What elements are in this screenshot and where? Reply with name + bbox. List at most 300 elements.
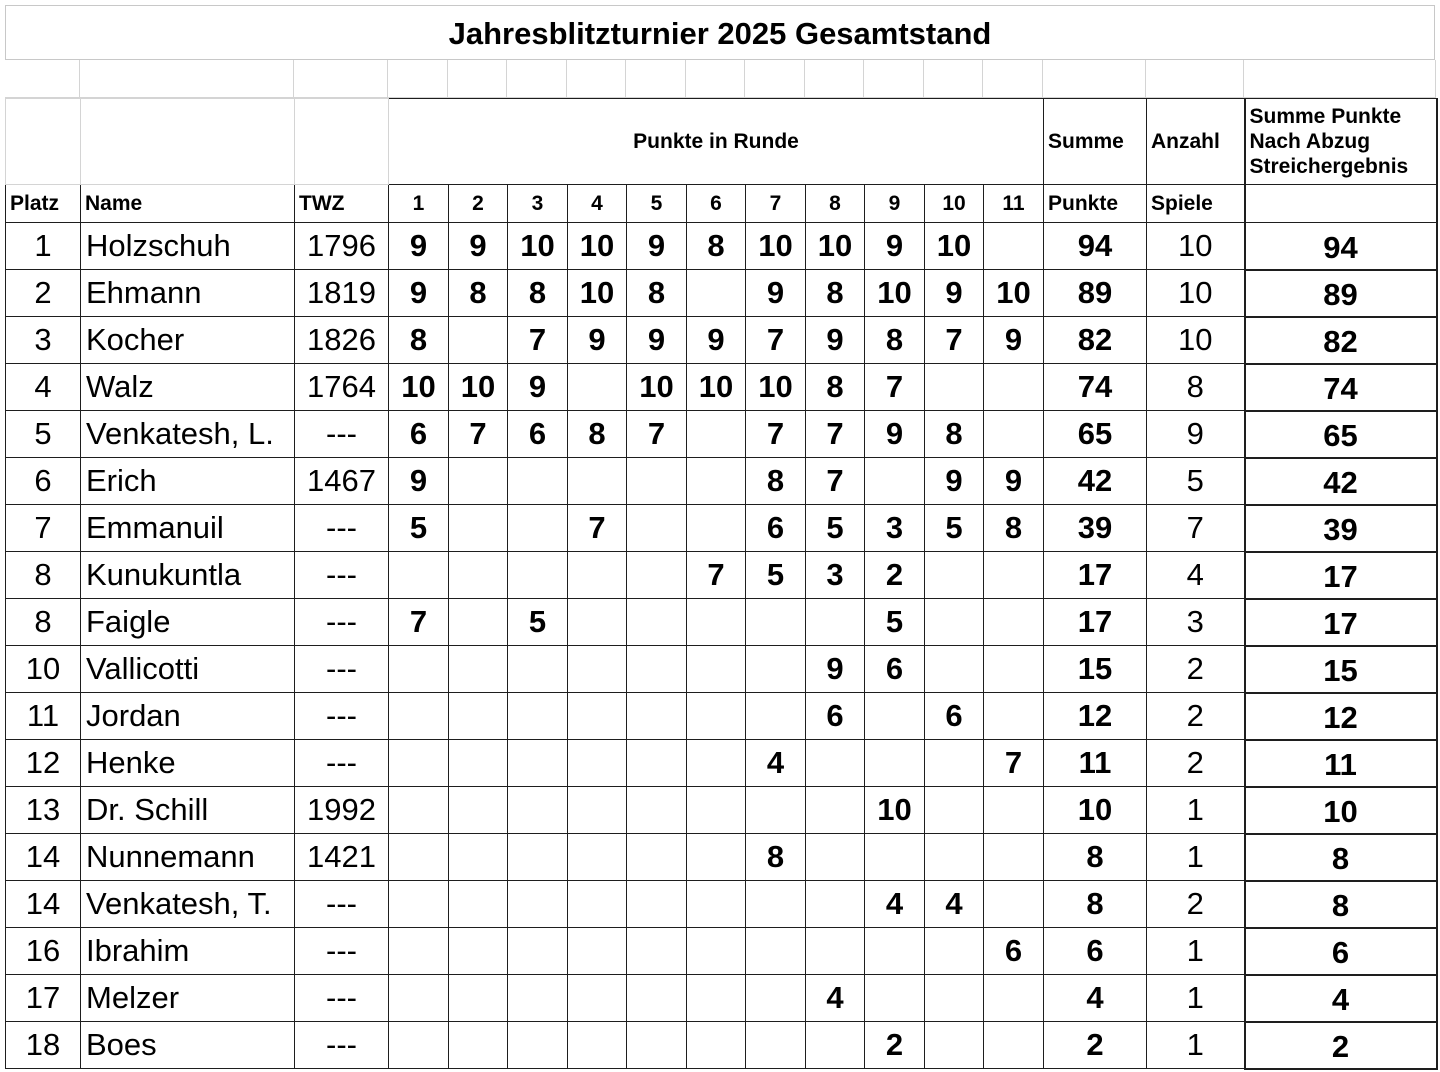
platz-cell: 8 <box>6 599 81 646</box>
round-8-cell: 8 <box>806 364 865 411</box>
round-7-cell <box>746 928 806 975</box>
round-5-cell <box>627 881 687 928</box>
round-6-cell <box>687 599 746 646</box>
twz-header: TWZ <box>295 185 389 223</box>
round-2-cell <box>449 975 508 1022</box>
name-cell: Henke <box>81 740 295 787</box>
round-6-cell <box>687 881 746 928</box>
round-9-cell <box>865 458 925 505</box>
round-6-cell <box>687 693 746 740</box>
twz-cell: --- <box>295 975 389 1022</box>
empty-grid-row <box>5 60 1436 98</box>
round-11-cell: 10 <box>984 270 1044 317</box>
round-7-cell <box>746 693 806 740</box>
table-row <box>6 740 1437 787</box>
round-9-cell <box>865 693 925 740</box>
summe-sub-header: Punkte <box>1044 185 1147 223</box>
round-header-6: 6 <box>687 185 746 223</box>
round-2-cell: 7 <box>449 411 508 458</box>
round-2-cell <box>449 458 508 505</box>
final-score-header-label: Summe Punkte Nach Abzug Streichergebnis <box>1249 105 1409 178</box>
platz-cell: 8 <box>6 552 81 599</box>
round-7-cell <box>746 881 806 928</box>
round-10-cell <box>925 552 984 599</box>
round-8-cell: 3 <box>806 552 865 599</box>
round-6-cell <box>687 928 746 975</box>
round-1-cell <box>389 928 449 975</box>
round-1-cell: 8 <box>389 317 449 364</box>
round-10-cell <box>925 928 984 975</box>
round-11-cell <box>984 223 1044 270</box>
round-4-cell: 7 <box>568 505 627 552</box>
round-5-cell: 9 <box>627 223 687 270</box>
round-6-cell: 7 <box>687 552 746 599</box>
final-score-cell: 10 <box>1245 787 1437 834</box>
anzahl-header: Anzahl <box>1147 99 1245 185</box>
table-row <box>6 975 1437 1022</box>
round-6-cell <box>687 411 746 458</box>
round-4-cell <box>568 693 627 740</box>
round-11-cell: 9 <box>984 458 1044 505</box>
name-cell: Kocher <box>81 317 295 364</box>
round-6-cell <box>687 458 746 505</box>
name-cell: Vallicotti <box>81 646 295 693</box>
summe-cell: 15 <box>1044 646 1147 693</box>
round-3-cell <box>508 1022 568 1069</box>
table-row <box>6 834 1437 881</box>
summe-cell: 17 <box>1044 599 1147 646</box>
anzahl-cell: 8 <box>1147 364 1245 411</box>
round-4-cell: 10 <box>568 270 627 317</box>
name-cell: Melzer <box>81 975 295 1022</box>
round-5-cell <box>627 1022 687 1069</box>
anzahl-cell: 1 <box>1147 834 1245 881</box>
round-5-cell <box>627 975 687 1022</box>
anzahl-cell: 10 <box>1147 223 1245 270</box>
round-5-cell <box>627 787 687 834</box>
twz-cell: 1819 <box>295 270 389 317</box>
round-6-cell <box>687 270 746 317</box>
table-row <box>6 364 1437 411</box>
round-7-cell <box>746 646 806 693</box>
round-10-cell <box>925 787 984 834</box>
round-11-cell <box>984 881 1044 928</box>
round-3-cell: 9 <box>508 364 568 411</box>
name-header: Name <box>81 185 295 223</box>
round-9-cell: 8 <box>865 317 925 364</box>
twz-cell: --- <box>295 552 389 599</box>
round-6-cell: 10 <box>687 364 746 411</box>
round-8-cell <box>806 740 865 787</box>
round-10-cell <box>925 364 984 411</box>
round-7-cell <box>746 1022 806 1069</box>
twz-cell: --- <box>295 693 389 740</box>
round-11-cell <box>984 364 1044 411</box>
twz-cell: --- <box>295 505 389 552</box>
name-cell: Kunukuntla <box>81 552 295 599</box>
round-5-cell: 9 <box>627 317 687 364</box>
round-9-cell: 4 <box>865 881 925 928</box>
summe-cell: 8 <box>1044 834 1147 881</box>
platz-cell: 5 <box>6 411 81 458</box>
table-row <box>6 646 1437 693</box>
final-score-cell: 4 <box>1245 975 1437 1022</box>
round-1-cell: 10 <box>389 364 449 411</box>
round-11-cell <box>984 411 1044 458</box>
round-6-cell <box>687 834 746 881</box>
final-score-cell: 6 <box>1245 928 1437 975</box>
table-row <box>6 599 1437 646</box>
round-1-cell: 9 <box>389 270 449 317</box>
platz-cell: 14 <box>6 881 81 928</box>
round-1-cell <box>389 552 449 599</box>
name-cell: Faigle <box>81 599 295 646</box>
round-2-cell <box>449 928 508 975</box>
round-4-cell <box>568 552 627 599</box>
round-8-cell: 4 <box>806 975 865 1022</box>
round-header-4: 4 <box>568 185 627 223</box>
round-1-cell <box>389 740 449 787</box>
round-7-cell: 8 <box>746 458 806 505</box>
round-3-cell <box>508 552 568 599</box>
round-10-cell <box>925 646 984 693</box>
round-7-cell: 10 <box>746 223 806 270</box>
round-8-cell: 10 <box>806 223 865 270</box>
round-9-cell: 5 <box>865 599 925 646</box>
round-8-cell: 7 <box>806 458 865 505</box>
anzahl-cell: 7 <box>1147 505 1245 552</box>
anzahl-cell: 3 <box>1147 599 1245 646</box>
round-2-cell <box>449 1022 508 1069</box>
platz-cell: 1 <box>6 223 81 270</box>
name-cell: Walz <box>81 364 295 411</box>
round-1-cell <box>389 646 449 693</box>
anzahl-cell: 9 <box>1147 411 1245 458</box>
round-8-cell <box>806 787 865 834</box>
final-score-cell: 12 <box>1245 693 1437 740</box>
round-4-cell <box>568 458 627 505</box>
twz-cell: 1796 <box>295 223 389 270</box>
round-9-cell: 2 <box>865 552 925 599</box>
round-4-cell: 10 <box>568 223 627 270</box>
header-empty-platz <box>6 99 81 185</box>
round-5-cell <box>627 693 687 740</box>
name-cell: Erich <box>81 458 295 505</box>
round-4-cell <box>568 364 627 411</box>
summe-cell: 12 <box>1044 693 1147 740</box>
round-2-cell <box>449 552 508 599</box>
round-3-cell <box>508 646 568 693</box>
twz-cell: 1826 <box>295 317 389 364</box>
summe-cell: 39 <box>1044 505 1147 552</box>
table-row <box>6 411 1437 458</box>
name-cell: Holzschuh <box>81 223 295 270</box>
round-4-cell <box>568 599 627 646</box>
round-2-cell <box>449 693 508 740</box>
platz-cell: 17 <box>6 975 81 1022</box>
round-8-cell: 5 <box>806 505 865 552</box>
round-4-cell <box>568 881 627 928</box>
round-4-cell <box>568 787 627 834</box>
final-score-cell: 8 <box>1245 834 1437 881</box>
round-7-cell: 10 <box>746 364 806 411</box>
round-11-cell: 7 <box>984 740 1044 787</box>
round-11-cell <box>984 975 1044 1022</box>
name-cell: Venkatesh, T. <box>81 881 295 928</box>
anzahl-cell: 2 <box>1147 881 1245 928</box>
round-5-cell <box>627 834 687 881</box>
round-9-cell: 2 <box>865 1022 925 1069</box>
name-cell: Jordan <box>81 693 295 740</box>
round-header-3: 3 <box>508 185 568 223</box>
round-2-cell: 8 <box>449 270 508 317</box>
round-10-cell <box>925 975 984 1022</box>
round-10-cell <box>925 1022 984 1069</box>
round-8-cell <box>806 928 865 975</box>
round-2-cell <box>449 505 508 552</box>
summe-cell: 82 <box>1044 317 1147 364</box>
round-4-cell: 8 <box>568 411 627 458</box>
round-10-cell <box>925 599 984 646</box>
round-3-cell <box>508 693 568 740</box>
round-3-cell: 6 <box>508 411 568 458</box>
platz-cell: 7 <box>6 505 81 552</box>
round-7-cell <box>746 975 806 1022</box>
round-1-cell: 9 <box>389 458 449 505</box>
round-1-cell <box>389 787 449 834</box>
round-5-cell: 7 <box>627 411 687 458</box>
round-6-cell: 8 <box>687 223 746 270</box>
round-1-cell: 6 <box>389 411 449 458</box>
round-2-cell <box>449 740 508 787</box>
round-6-cell <box>687 787 746 834</box>
round-2-cell <box>449 646 508 693</box>
header-row-sub <box>6 185 1437 223</box>
round-2-cell <box>449 599 508 646</box>
table-row <box>6 928 1437 975</box>
round-3-cell <box>508 740 568 787</box>
round-5-cell: 10 <box>627 364 687 411</box>
round-2-cell <box>449 881 508 928</box>
round-7-cell: 8 <box>746 834 806 881</box>
round-8-cell <box>806 599 865 646</box>
round-7-cell: 5 <box>746 552 806 599</box>
platz-cell: 11 <box>6 693 81 740</box>
name-cell: Nunnemann <box>81 834 295 881</box>
header-row-top <box>6 99 1437 185</box>
platz-cell: 2 <box>6 270 81 317</box>
round-9-cell <box>865 975 925 1022</box>
round-10-cell: 9 <box>925 458 984 505</box>
final-score-cell: 42 <box>1245 458 1437 505</box>
header-empty-twz <box>295 99 389 185</box>
round-10-cell: 6 <box>925 693 984 740</box>
twz-cell: --- <box>295 928 389 975</box>
rounds-group-header: Punkte in Runde <box>389 99 1044 185</box>
anzahl-cell: 10 <box>1147 317 1245 364</box>
platz-cell: 16 <box>6 928 81 975</box>
twz-cell: --- <box>295 599 389 646</box>
round-4-cell <box>568 928 627 975</box>
round-3-cell: 10 <box>508 223 568 270</box>
round-6-cell <box>687 646 746 693</box>
name-cell: Emmanuil <box>81 505 295 552</box>
round-header-10: 10 <box>925 185 984 223</box>
round-5-cell <box>627 505 687 552</box>
summe-cell: 89 <box>1044 270 1147 317</box>
anzahl-cell: 2 <box>1147 646 1245 693</box>
platz-cell: 13 <box>6 787 81 834</box>
platz-cell: 10 <box>6 646 81 693</box>
final-score-cell: 11 <box>1245 740 1437 787</box>
round-10-cell: 7 <box>925 317 984 364</box>
summe-cell: 74 <box>1044 364 1147 411</box>
final-score-cell: 2 <box>1245 1022 1437 1069</box>
summe-cell: 17 <box>1044 552 1147 599</box>
round-8-cell: 9 <box>806 317 865 364</box>
round-9-cell: 7 <box>865 364 925 411</box>
round-6-cell <box>687 740 746 787</box>
round-6-cell <box>687 505 746 552</box>
platz-header: Platz <box>6 185 81 223</box>
final-score-cell: 17 <box>1245 552 1437 599</box>
platz-cell: 12 <box>6 740 81 787</box>
round-3-cell <box>508 834 568 881</box>
round-3-cell <box>508 881 568 928</box>
round-10-cell <box>925 834 984 881</box>
round-2-cell <box>449 787 508 834</box>
anzahl-cell: 1 <box>1147 787 1245 834</box>
page-title: Jahresblitzturnier 2025 Gesamtstand <box>5 5 1435 60</box>
round-7-cell <box>746 599 806 646</box>
round-header-5: 5 <box>627 185 687 223</box>
table-row <box>6 505 1437 552</box>
round-4-cell <box>568 740 627 787</box>
twz-cell: --- <box>295 411 389 458</box>
anzahl-cell: 1 <box>1147 928 1245 975</box>
round-4-cell: 9 <box>568 317 627 364</box>
round-3-cell <box>508 505 568 552</box>
summe-cell: 94 <box>1044 223 1147 270</box>
round-9-cell: 3 <box>865 505 925 552</box>
round-9-cell <box>865 740 925 787</box>
name-cell: Boes <box>81 1022 295 1069</box>
anzahl-cell: 10 <box>1147 270 1245 317</box>
final-score-cell: 74 <box>1245 364 1437 411</box>
round-7-cell: 4 <box>746 740 806 787</box>
round-header-1: 1 <box>389 185 449 223</box>
summe-cell: 10 <box>1044 787 1147 834</box>
final-score-cell: 8 <box>1245 881 1437 928</box>
table-row <box>6 1022 1437 1069</box>
round-3-cell: 5 <box>508 599 568 646</box>
name-cell: Venkatesh, L. <box>81 411 295 458</box>
round-7-cell <box>746 787 806 834</box>
round-1-cell: 9 <box>389 223 449 270</box>
summe-header: Summe <box>1044 99 1147 185</box>
round-1-cell: 7 <box>389 599 449 646</box>
round-9-cell <box>865 928 925 975</box>
round-8-cell: 9 <box>806 646 865 693</box>
twz-cell: --- <box>295 740 389 787</box>
round-10-cell <box>925 740 984 787</box>
round-3-cell: 7 <box>508 317 568 364</box>
round-2-cell <box>449 834 508 881</box>
round-11-cell: 8 <box>984 505 1044 552</box>
round-8-cell <box>806 881 865 928</box>
anzahl-cell: 2 <box>1147 693 1245 740</box>
round-1-cell <box>389 975 449 1022</box>
header-empty-name <box>81 99 295 185</box>
round-6-cell: 9 <box>687 317 746 364</box>
standings-table <box>5 98 1438 1070</box>
final-score-cell: 82 <box>1245 317 1437 364</box>
round-9-cell: 9 <box>865 223 925 270</box>
table-row <box>6 317 1437 364</box>
round-3-cell <box>508 928 568 975</box>
round-3-cell <box>508 458 568 505</box>
summe-cell: 65 <box>1044 411 1147 458</box>
round-2-cell: 10 <box>449 364 508 411</box>
final-score-cell: 39 <box>1245 505 1437 552</box>
final-score-header <box>1245 99 1437 185</box>
round-9-cell: 6 <box>865 646 925 693</box>
round-5-cell <box>627 458 687 505</box>
twz-cell: 1992 <box>295 787 389 834</box>
round-9-cell: 10 <box>865 787 925 834</box>
round-10-cell: 9 <box>925 270 984 317</box>
final-sub-header-empty <box>1245 185 1437 223</box>
summe-cell: 11 <box>1044 740 1147 787</box>
platz-cell: 3 <box>6 317 81 364</box>
round-1-cell: 5 <box>389 505 449 552</box>
round-header-7: 7 <box>746 185 806 223</box>
anzahl-cell: 5 <box>1147 458 1245 505</box>
name-cell: Ibrahim <box>81 928 295 975</box>
round-4-cell <box>568 975 627 1022</box>
summe-cell: 2 <box>1044 1022 1147 1069</box>
round-3-cell <box>508 787 568 834</box>
summe-cell: 4 <box>1044 975 1147 1022</box>
round-4-cell <box>568 646 627 693</box>
round-11-cell: 6 <box>984 928 1044 975</box>
round-header-11: 11 <box>984 185 1044 223</box>
round-5-cell <box>627 552 687 599</box>
summe-cell: 8 <box>1044 881 1147 928</box>
round-8-cell <box>806 1022 865 1069</box>
round-11-cell <box>984 1022 1044 1069</box>
anzahl-cell: 1 <box>1147 975 1245 1022</box>
round-8-cell: 8 <box>806 270 865 317</box>
round-1-cell <box>389 834 449 881</box>
summe-cell: 6 <box>1044 928 1147 975</box>
round-9-cell: 10 <box>865 270 925 317</box>
round-11-cell <box>984 834 1044 881</box>
summe-cell: 42 <box>1044 458 1147 505</box>
table-row <box>6 693 1437 740</box>
round-10-cell: 4 <box>925 881 984 928</box>
round-11-cell <box>984 646 1044 693</box>
round-7-cell: 6 <box>746 505 806 552</box>
round-2-cell <box>449 317 508 364</box>
round-3-cell <box>508 975 568 1022</box>
round-4-cell <box>568 1022 627 1069</box>
round-8-cell: 7 <box>806 411 865 458</box>
twz-cell: 1421 <box>295 834 389 881</box>
anzahl-sub-header: Spiele <box>1147 185 1245 223</box>
round-4-cell <box>568 834 627 881</box>
round-7-cell: 7 <box>746 411 806 458</box>
